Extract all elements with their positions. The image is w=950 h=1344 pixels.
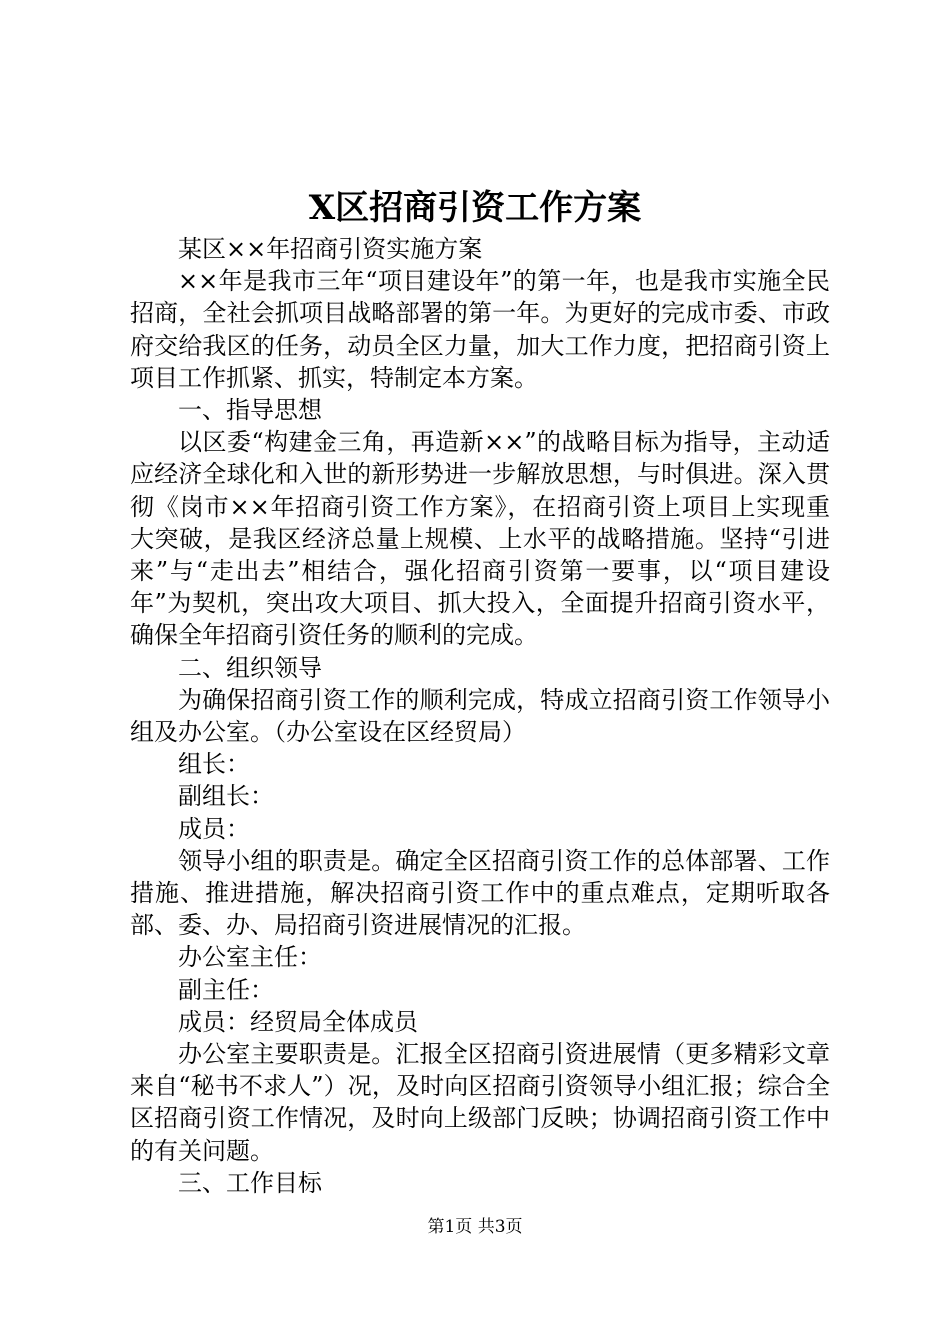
page-footer: 第1页 共3页	[427, 1217, 523, 1237]
document-title: X区招商引资工作方案	[308, 188, 642, 228]
group-duties-paragraph: 领导小组的职责是。确定全区招商引资工作的总体部署、工作措施、推进措施，解决招商引资工作中的重点难点，定期听取各部、委、办、局招商引资进展情况的汇报。	[130, 846, 830, 940]
organization-paragraph: 为确保招商引资工作的顺利完成，特成立招商引资工作领导小组及办公室。（办公室设在区经贸局）	[130, 685, 830, 747]
section-heading-organization: 二、组织领导	[178, 653, 322, 682]
subtitle-paragraph: 某区××年招商引资实施方案	[178, 235, 483, 263]
deputy-group-leader-line: 副组长：	[178, 782, 274, 811]
office-director-line: 办公室主任：	[178, 943, 322, 972]
group-members-line: 成员：	[178, 814, 250, 843]
intro-paragraph: ××年是我市三年“项目建设年”的第一年，也是我市实施全民招商，全社会抓项目战略部署的第一年。为更好的完成市委、市政府交给我区的任务，动员全区力量，加大工作力度，把招商引资上项目工作抓紧、抓实，特制定本方案。	[130, 267, 830, 392]
section-heading-guiding-ideology: 一、指导思想	[178, 396, 322, 425]
office-members-line: 成员：经贸局全体成员	[178, 1007, 418, 1036]
guiding-ideology-paragraph: 以区委“构建金三角，再造新××”的战略目标为指导，主动适应经济全球化和入世的新形势进一步解放思想，与时俱进。深入贯彻《岗市××年招商引资工作方案》，在招商引资上项目上实现重大突破，是我区经济总量上规模、上水平的战略措施。坚持“引进来”与“走出去”相结合，强化招商引资第一要事，以“项目建设年”为契机，突出攻大项目、抓大投入，全面提升招商引资水平，确保全年招商引资任务的顺利的完成。	[130, 428, 830, 650]
section-heading-work-goals: 三、工作目标	[178, 1168, 322, 1197]
document-body	[130, 233, 830, 1199]
group-leader-line: 组长：	[178, 750, 250, 779]
office-duties-paragraph: 办公室主要职责是。汇报全区招商引资进展情（更多精彩文章来自“秘书不求人”）况，及时向区招商引资领导小组汇报；综合全区招商引资工作情况，及时向上级部门反映；协调招商引资工作中的有关问题。	[130, 1040, 830, 1165]
deputy-director-line: 副主任：	[178, 975, 274, 1004]
